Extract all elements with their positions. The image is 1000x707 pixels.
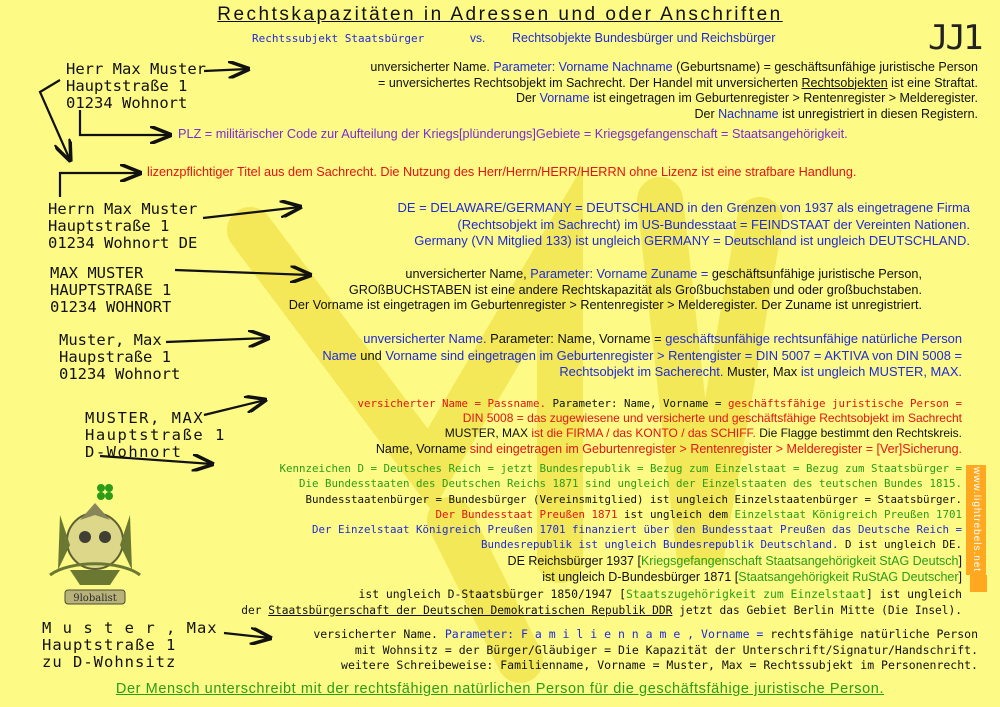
text-block-2: DE = DELAWARE/GERMANY = DEUTSCHLAND in den Grenzen von 1937 als eingetragene Firma (Rechtsobjekt im Sachrecht) im US-Bundesstaat = FEINDSTAAT der Vereinten Nationen. Germany (VN Mitglied 133) ist ungleich GERMANY = Deutschland ist ungleich DEUTSCHLAND. [397,200,970,248]
arrow-7 [224,633,270,638]
orange-square [970,575,987,592]
arrow-titel [60,173,140,197]
arrow-1 [204,69,248,71]
text-block-5: versicherter Name = Passname. Parameter: Name, Vorname = geschäftsfähige juristische Person = DIN 5008 = das zugewiesene und versicherte und geschäftsfähige Rechtsobjekt im Sachrecht MUSTER, MAX ist die FIRMA / das KONTO / das SCHIFF. Die Flagge bestimmt den Rechtskreis. Name, Vorname sind eingetragen im Geburtenregister > Rentenregister > Melderegister = [Ver]Sicherung. [357,397,962,457]
text-block-6: Kennzeichen D = Deutsches Reich = jetzt Bundesrepublik = Bezug zum Einzelstaat = Bezug zum Staatsbürger = Die Bundesstaaten des Deutschen Reichs 1871 sind ungleich der Einzelstaaten des teutschen Bundes 1815. Bundesstaatenbürger = Bundesbürger (Vereinsmitglied) ist ungleich Einzelstaatenbürger = Staatsbürger. Der Bundesstaat Preußen 1871 ist ungleich dem Einzelstaat Königreich Preußen 1701 Der Einzelstaat Königreich Preußen 1701 finanziert über den Bundesstaat Preußen das Deutsche Reich = Bundesrepublik ist ungleich Bundesrepublik Deutschland. D ist ungleich DE. DE Reichsbürger 1937 [Kriegsgefangenschaft Staatsangehörigkeit StAG Deutsch] ist ungleich D-Bundesbürger 1871 [Staatsangehörigkeit RuStAG Deutscher] ist ungleich D-Staatsbürger 1850/1947 [Staatszugehörigkeit zum Einzelstaat] ist ungleich der Staatsbürgerschaft der Deutschen Demokratischen Republik DDR jetzt das Gebiet Berlin Mitte (Die Insel). [241,462,962,617]
globalist-emblem-icon [40,475,150,610]
subtitle-vs: vs. [470,31,486,45]
subtitle-right: Rechtsobjekte Bundesbürger und Reichsbürger [512,31,776,45]
address-3: MAX MUSTER HAUPTSTRAßE 1 01234 WOHNORT [50,264,172,316]
arrow-2 [203,207,300,218]
text-block-1: unversicherter Name. Parameter: Vorname Nachname (Geburtsname) = geschäftsunfähige juristische Person = unversichertes Rechtsobjekt im Sachrecht. Der Handel mit unversicherten Rechtsobjekten ist eine Straftat. Der Vorname ist eingetragen im Geburtenregister > Rentenregister > Melderegister. Der Nachname ist unregistriert in diesen Registern. [370,60,978,121]
website-banner[interactable]: www.lightrebels.net [966,465,986,575]
address-2: Herrn Max Muster Hauptstraße 1 01234 Wohnort DE [48,200,198,252]
arrow-plz [80,110,170,135]
address-1: Herr Max Muster Hauptstraße 1 01234 Wohnort [66,60,206,112]
page-title: Rechtskapazitäten in Adressen und oder Anschriften [217,4,783,25]
address-4: Muster, Max Haupstraße 1 01234 Wohnort [59,331,181,383]
text-block-4: unversicherter Name. Parameter: Name, Vorname = geschäftsunfähige rechtsunfähige natürliche Person Name und Vorname sind eingetragen im Geburtenregister > Rentengister = DIN 5007 = AKTIVA von DIN 5008 = Rechtsobjekt im Sacherecht. Muster, Max ist ungleich MUSTER, MAX. [322,331,962,379]
address-5: MUSTER, MAX Hauptstraße 1 D-Wohnort [85,409,226,461]
subtitle-left: Rechtssubjekt Staatsbürger [252,32,425,45]
arrow-4 [166,338,268,342]
clover-icon [97,484,113,500]
address-6: M u s t e r , Max Hauptstraße 1 zu D-Wohnsitz [42,619,218,671]
text-block-3: unversicherter Name, Parameter: Vorname Zuname = geschäftsunfähige juristische Person, GROßBUCHSTABEN ist eine andere Rechtskapazität als Großbuchstaben und oder großbuchstaben. Der Vorname ist eingetragen im Geburtenregister > Rentenregister > Melderegister. Der Zuname ist unregistriert. [288,267,922,312]
titel-text: lizenzpflichtiger Titel aus dem Sachrecht. Die Nutzung des Herr/Herrn/HERR/HERRN ohne Lizenz ist eine strafbare Handlung. [147,165,857,179]
plz-text: PLZ = militärischer Code zur Aufteilung der Kriegs[plünderungs]Gebiete = Kriegsgefangenschaft = Staatsangehörigkeit. [178,127,848,141]
text-block-7: versicherter Name. Parameter: F a m i l i e n n a m e , Vorname = rechtsfähige natürliche Person mit Wohnsitz = der Bürger/Gläubiger = Die Kapazität der Unterschrift/Signatur/Handschrift. weitere Schreibeweise: Familienname, Vorname = Muster, Max = Rechtssubjekt im Personenrecht. [313,627,978,672]
logo-mark: JJ1 [928,18,981,58]
footer-statement: Der Mensch unterschreibt mit der rechtsfähigen natürlichen Person für die geschäftsfähige juristische Person. [115,681,885,697]
emblem-banner-text: 9lobalist [73,593,117,604]
